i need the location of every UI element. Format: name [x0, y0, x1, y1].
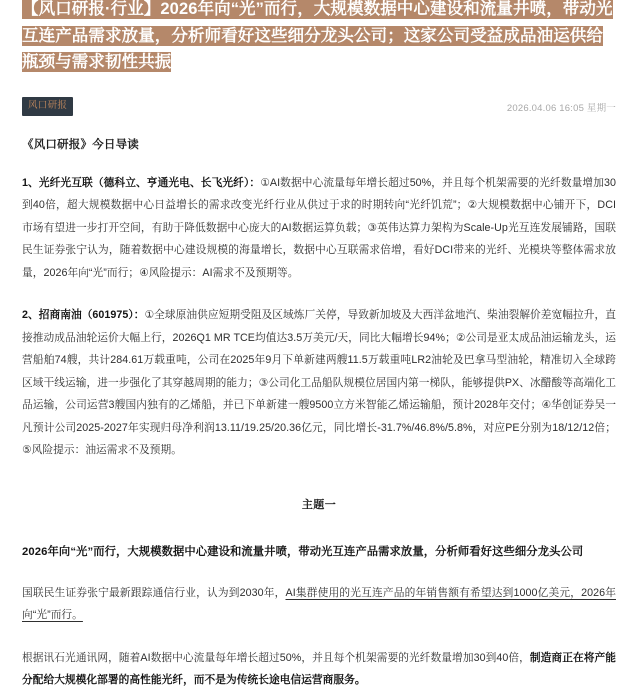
section-paragraph-2-plain: 根据讯石光通讯网，随着AI数据中心流量每年增长超过50%，并且每个机架需要的光纤数量增加30到40倍，	[22, 651, 530, 664]
digest-item-2-lead: 2、招商南油（601975）：	[22, 309, 145, 321]
article-title-block	[0, 0, 638, 76]
section-paragraph-1	[22, 582, 616, 627]
page-title: 【风口研报·行业】2026年向“光”而行，大规模数据中心建设和流量井喷，带动光互连产品需求放量，分析师看好这些细分龙头公司；这家公司受益成品油运供给瓶颈与需求韧性共振	[22, 0, 613, 71]
article-meta-row	[0, 98, 638, 116]
digest-item-1-lead: 1、光纤光互联（德科立、亨通光电、长飞光纤）：	[22, 176, 261, 189]
section-paragraph-2	[22, 647, 616, 692]
section-title: 主题一	[301, 498, 337, 511]
article-body	[0, 136, 638, 692]
section-sub-heading: 2026年向“光”而行，大规模数据中心建设和流量井喷，带动光互连产品需求放量，分析师看好这些细分龙头公司	[22, 545, 584, 558]
section-paragraph-1-underlined: AI集群使用的光互连产品的年销售额有希望达到1000亿美元，2026年向“光”而行。	[22, 586, 616, 621]
lead-heading: 《风口研报》今日导读	[22, 138, 139, 151]
section-paragraph-2-bold: 制造商正在将产能分配给大规模化部署的高性能光纤，而不是为传统长途电信运营商服务。	[22, 651, 616, 686]
digest-item-1-body: ①AI数据中心流量每年增长超过50%，并且每个机架需要的光纤数量增加30到40倍，超大规模数据中心日益增长的需求改变光纤行业从供过于求的时期转向“光纤饥荒”；②大规模数据中心铺开下，DCI市场有望进一步打开空间，有助于降低数据中心庞大的AI数据运算负载；③英伟达算力架构为Scale-Up光互连发展铺路，国联民生证券张宁认为，随着数据中心建设规模的海量增长，数据中心互联需求倍增，看好DCI带来的光纤、光模块等整体需求放量，2026年向“光”而行；④风险提示：AI需求不及预期等。	[22, 176, 616, 279]
publish-timestamp: 2026.04.06 16:05 星期一	[506, 102, 616, 114]
source-badge[interactable]: 风口研报	[22, 97, 73, 116]
digest-item-2	[22, 304, 616, 462]
digest-item-2-body: ①全球原油供应短期受阻及区域炼厂关停，导致新加坡及大西洋盆地汽、柴油裂解价差宽幅拉升，直接推动成品油轮运价大幅上行，2026Q1 MR TCE均值达3.5万美元/天，同比大幅增长94%；②公司是亚太成品油运输龙头，运营船舶74艘，共计284.61万载重吨，公司在2025年9月下单新建两艘11.5万载重吨LR2油轮及巴拿马型油轮，精准切入全球跨区域干线运输，进一步强化了其穿越周期的能力；③公司化工品船队规模位居国内第一梯队，能够提供PX、冰醋酸等高端化工品运输，公司运营3艘国内独有的乙烯船，并已下单新建一艘9500立方米智能乙烯运输船，预计2028年交付；④华创证券吴一凡预计公司2025-2027年实现归母净利润13.11/19.25/20.36亿元，同比增长-31.7%/46.8%/5.8%，对应PE分别为18/12/12倍；⑤风险提示：油运需求不及预期。	[22, 309, 616, 456]
digest-item-1	[22, 172, 616, 285]
section-paragraph-1-plain: 国联民生证券张宁最新跟踪通信行业，认为到2030年，	[22, 586, 286, 599]
